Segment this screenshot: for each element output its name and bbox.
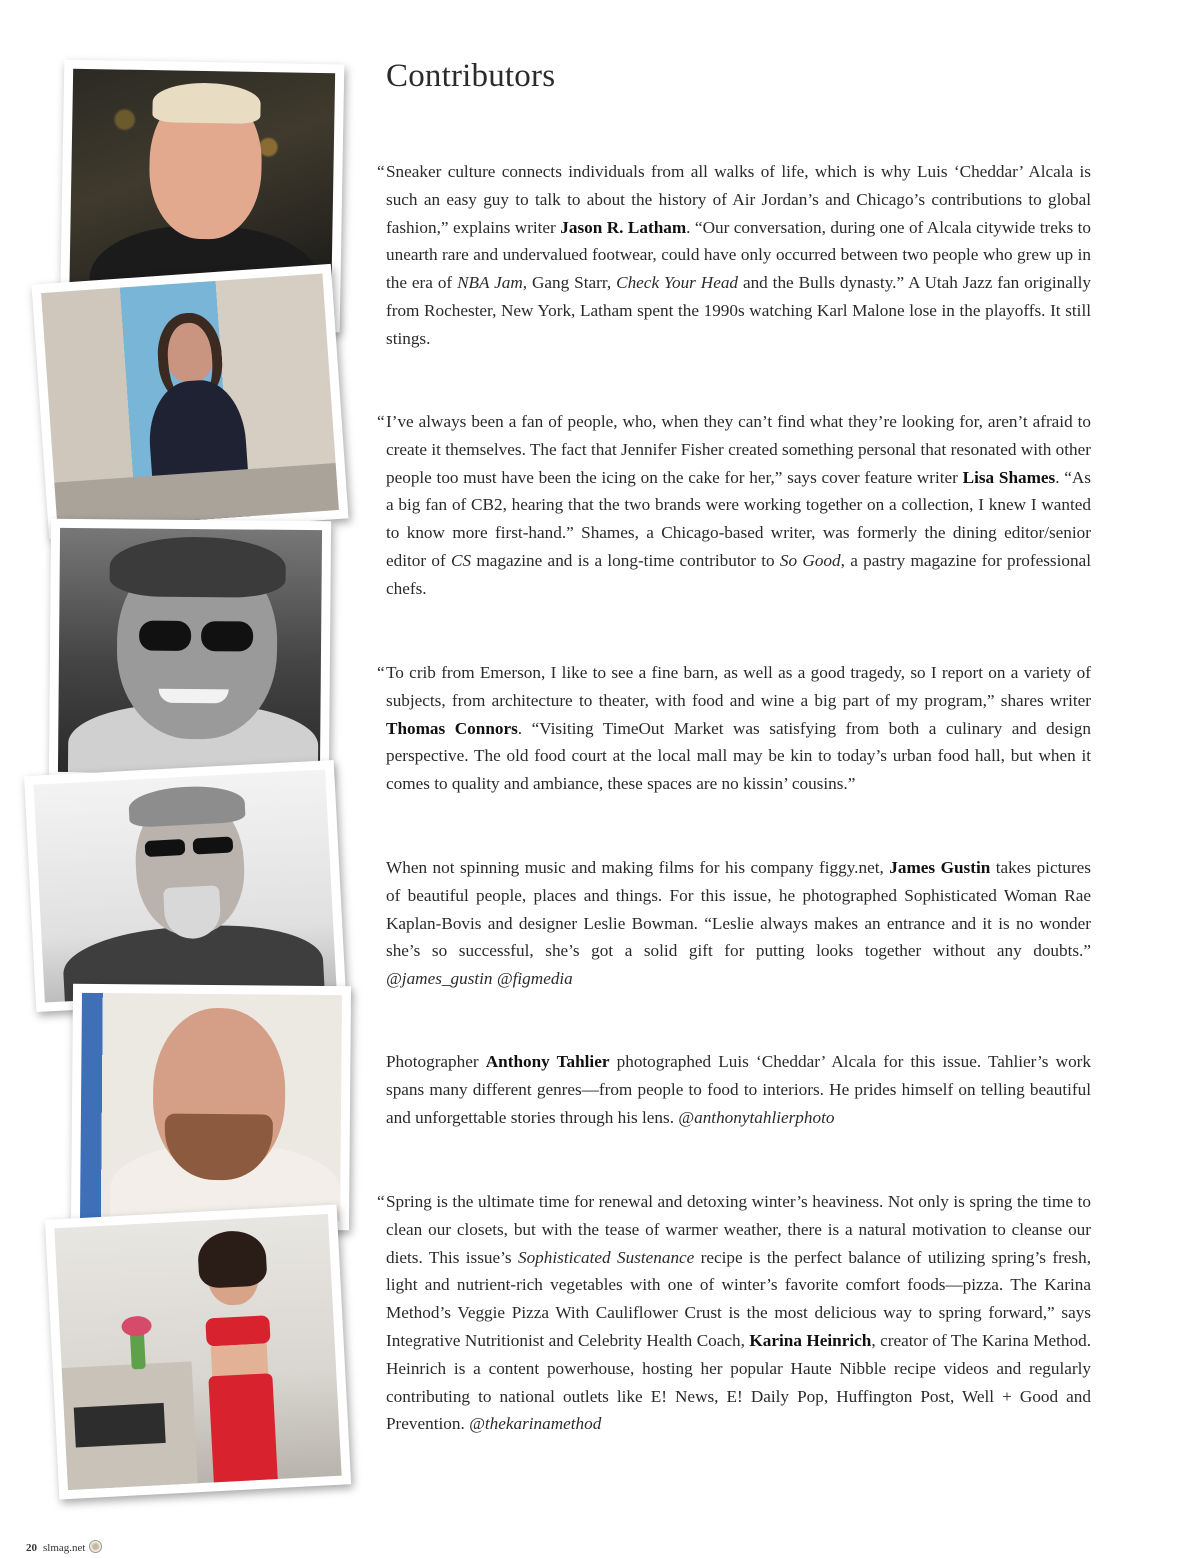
blurb-text: takes pictures of beautiful people, places and things. For this issue, he photographed Sophisticated Woman Rae Kaplan-Bovis and designer Leslie Bowman. “Leslie always makes an entrance and it is no wonder she’s so successful, she’s got a solid gift for putting looks together without any doubts.” [386,858,1091,961]
open-quote: “ [377,663,385,682]
contributor-blurb-thomas-connors [377,659,1091,798]
contributor-name: Anthony Tahlier [485,1052,610,1071]
italic-text: NBA Jam [457,273,523,293]
blurb-text: . “Visiting TimeOut Market was satisfying from both a culinary and design perspective. The old food court at the local mall may be kin to today’s urban food hall, but when it comes to quality and ambiance, these spaces are no kissin’ cousins.” [386,718,1091,794]
contributor-blurb-lisa-shames [377,408,1091,603]
blurb-text: , a pastry magazine for professional chefs. [386,550,1091,598]
magazine-logo-icon [89,1540,102,1553]
page-number: 20 [26,1542,37,1554]
italic-text: CS [451,550,472,570]
italic-text: @anthonytahlierphoto [678,1107,835,1127]
contributor-name: Thomas Connors [386,718,518,738]
blurb-text: and the Bulls dynasty.” A Utah Jazz fan originally from Rochester, New York, Latham spent the 1990s watching Karl Malone lose in the playoffs. It still stings. [386,273,1092,348]
page-title: Contributors [386,58,556,94]
contributor-photo-lisa-shames [31,264,348,539]
blurb-text: photographed Luis ‘Cheddar’ Alcala for this issue. Tahlier’s work spans many different genres—from people to food to interiors. He prides himself on telling beautiful and unforgettable stories through his lens. [386,1052,1091,1127]
blurb-text: , Gang Starr, [522,273,617,293]
blurb-text: When not spinning music and making films for his company figgy.net, [386,858,890,877]
blurb-text: , creator of The Karina Method. Heinrich is a content powerhouse, hosting her popular Haute Nibble recipe videos and regularly contributing to national outlets like E! News, E! Daily Pop, Huffington Post, Well + Good and Prevention. [386,1330,1091,1434]
blurb-text: . “As a big fan of CB2, hearing that the two brands were working together on a collection, I knew I wanted to know more first-hand.” Shames, a Chicago-based writer, was formerly the dining editor/senior editor of [386,467,1091,570]
blurb-text: recipe is the perfect balance of utilizing spring’s fresh, light and nutrient-rich vegetables with one of winter’s favorite comfort foods—pizza. The Karina Method’s Veggie Pizza With Cauliflower Crust is the most delicious way to spring forward,” says Integrative Nutritionist and Celebrity Health Coach, [386,1247,1092,1350]
page-footer [26,1540,102,1554]
site-link[interactable]: slmag.net [43,1542,86,1554]
open-quote: “ [377,412,385,431]
italic-text: Sophisticated Sustenance [517,1247,695,1267]
italic-text: Check Your Head [616,273,739,293]
italic-text: @thekarinamethod [469,1414,602,1434]
contributor-name: Jason R. Latham [560,217,687,237]
blurb-text: magazine and is a long-time contributor to [471,550,780,570]
contributor-photo-thomas-connors [49,519,331,783]
open-quote: “ [377,1192,385,1211]
blurb-text: To crib from Emerson, I like to see a fine barn, as well as a good tragedy, so I report on a variety of subjects, from architecture to theater, with food and wine a big part of my program,” shares writer [386,663,1091,710]
blurb-text: Photographer [386,1052,486,1071]
contributor-blurb-james-gustin [386,854,1091,993]
contributor-name: James Gustin [889,858,991,877]
contributor-blurb-anthony-tahlier [386,1048,1091,1131]
blurb-text: . “Our conversation, during one of Alcala citywide treks to unearth rare and undervalued footwear, could have only occurred between two people who grew up in the era of [386,217,1091,293]
blurb-text: Sneaker culture connects individuals from all walks of life, which is why Luis ‘Cheddar’ Alcala is such an easy guy to talk to about the history of Air Jordan’s and Chicago’s contributions to global fashion,” explains writer [386,162,1091,237]
open-quote: “ [377,162,385,181]
contributor-photo-karina-heinrich [45,1205,351,1500]
blurb-text: Spring is the ultimate time for renewal and detoxing winter’s heaviness. Not only is spring the time to clean our closets, but with the tease of warmer weather, there is a natural motivation to cleanse our diets. This issue’s [386,1192,1091,1267]
contributor-blurb-karina-heinrich [377,1188,1092,1438]
contributor-photo-anthony-tahlier [71,984,351,1230]
italic-text: @james_gustin @figmedia [386,969,573,989]
contributor-name: Lisa Shames [962,467,1056,487]
blurb-text: I’ve always been a fan of people, who, when they can’t find what they’re looking for, aren’t afraid to create it themselves. The fact that Jennifer Fisher created something personal that resonated with other people too must have been the icing on the cake for her,” says cover feature writer [386,412,1091,487]
italic-text: So Good [779,550,841,570]
contributor-blurb-jason-latham [377,158,1092,353]
contributor-name: Karina Heinrich [749,1330,872,1350]
contributor-photo-james-gustin [24,760,346,1012]
